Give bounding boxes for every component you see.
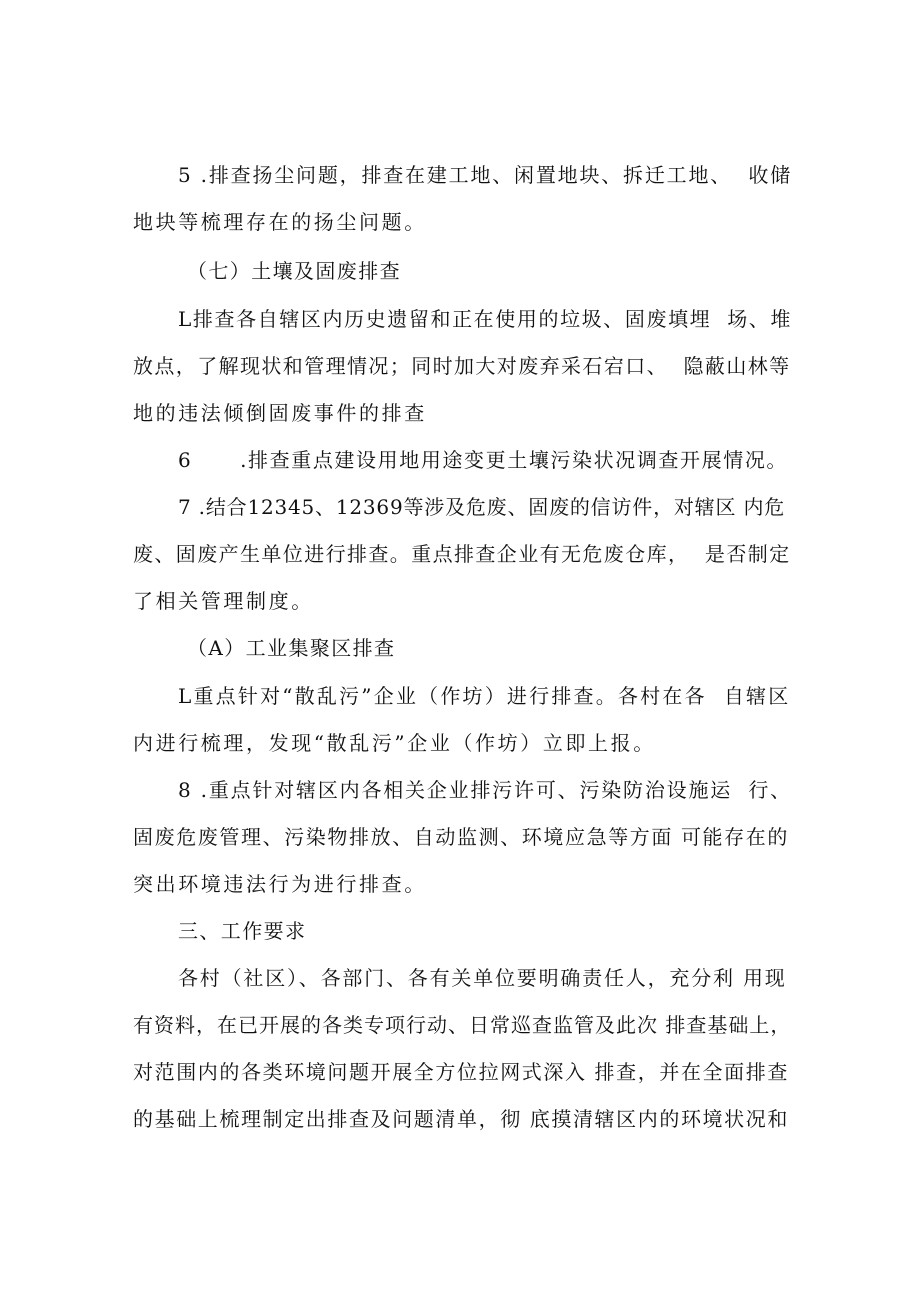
paragraph-line: 有资料，在已开展的各类专项行动、日常巡查监管及此次 排查基础上，	[133, 1013, 792, 1037]
section-heading: 三、工作要求	[178, 919, 307, 943]
paragraph-line: 各村（社区）、各部门、各有关单位要明确责任人，充分利 用现	[178, 966, 787, 990]
paragraph-line: L重点针对“散乱污”企业（作坊）进行排查。各村在各 自辖区	[178, 684, 791, 708]
paragraph-line: 固废危废管理、污染物排放、自动监测、环境应急等方面 可能存在的	[133, 825, 789, 849]
paragraph-line: 地块等梳理存在的扬尘问题。	[133, 210, 427, 234]
paragraph-line: 的基础上梳理制定出排查及问题清单，彻 底摸清辖区内的环境状况和	[133, 1107, 789, 1131]
paragraph-line: 废、固废产生单位进行排查。重点排查企业有无危废仓库， 是否制定	[133, 542, 791, 566]
paragraph-line: 6 .排查重点建设用地用途变更土壤污染状况调查开展情况。	[178, 448, 789, 472]
paragraph-line: 5 .排查扬尘问题，排查在建工地、闲置地块、拆迁工地、 收储	[178, 163, 792, 187]
section-heading: （七）土壤及固废排查	[187, 259, 401, 283]
section-heading: （A）工业集聚区排查	[187, 636, 396, 660]
paragraph-line: 8 .重点针对辖区内各相关企业排污许可、污染防治设施运 行、	[178, 778, 792, 802]
paragraph-line: L排查各自辖区内历史遗留和正在使用的垃圾、固废填埋 场、堆	[178, 307, 792, 331]
paragraph-line: 内进行梳理，发现“散乱污”企业（作坊）立即上报。	[133, 731, 656, 755]
paragraph-line: 了相关管理制度。	[133, 589, 314, 613]
paragraph-line: 地的违法倾倒固废事件的排查	[133, 401, 427, 425]
paragraph-line: 放点，了解现状和管理情况；同时加大对废弃采石宕口、 隐蔽山林等	[133, 354, 791, 378]
paragraph-line: 对范围内的各类环境问题开展全方位拉网式深入 排查，并在全面排查	[133, 1060, 789, 1084]
paragraph-line: 突出环境违法行为进行排查。	[133, 872, 427, 896]
paragraph-line: 7 .结合12345、12369等涉及危废、固废的信访件，对辖区 内危	[178, 495, 786, 519]
